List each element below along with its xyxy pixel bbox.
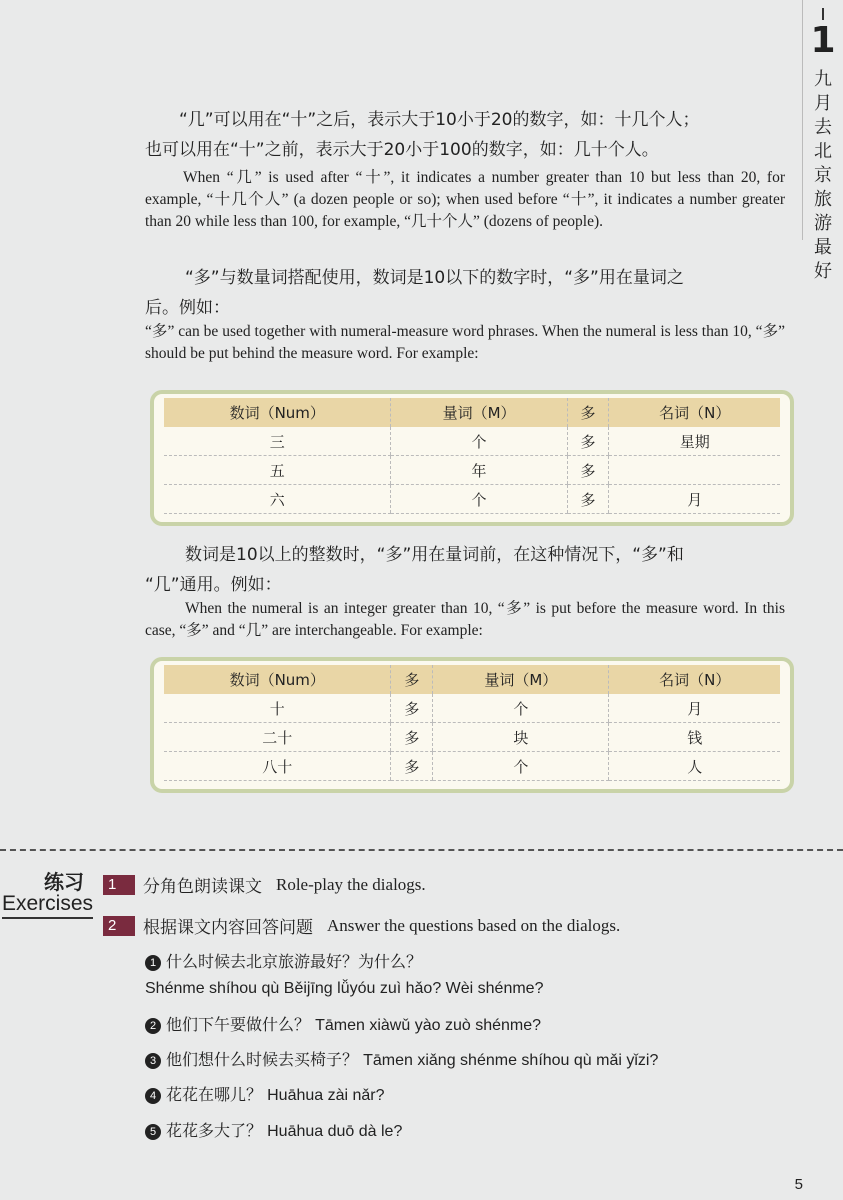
table-cell: 八十	[164, 752, 391, 781]
chapter-title-char: 游	[814, 213, 832, 234]
section3-zh-line2: “几”通用。例如：	[145, 575, 282, 595]
table-cell: 多	[391, 694, 433, 723]
section1-en: When “几” is used after “十”, it indicates a number greater than 10 but less than 20, for example, “十几个人” (a dozen people or so); when used before “十”, it indicates a number greater than 20 while less than 100, for example, “几十个人” (dozens of people).	[145, 169, 785, 230]
task-title-zh: 分角色朗读课文	[143, 877, 262, 897]
question-4	[145, 1084, 385, 1107]
question-zh: 他们下午要做什么？	[166, 1015, 311, 1034]
question-pinyin: Tāmen xiàwǔ yào zuò shénme?	[315, 1017, 542, 1034]
question-pinyin: Shénme shíhou qù Běijīng lǚyóu zuì hǎo? Wèi shénme?	[145, 980, 544, 997]
col-header: 名词（N）	[609, 665, 780, 694]
chapter-title-char: 最	[814, 237, 832, 258]
table-cell: 块	[433, 723, 609, 752]
page-number: 5	[794, 1176, 803, 1193]
exercises-label-en: Exercises	[2, 892, 93, 919]
table-cell: 多	[567, 427, 609, 456]
margin-rule	[802, 0, 803, 240]
table-row	[164, 752, 780, 781]
table-cell: 钱	[609, 723, 780, 752]
chapter-title-char: 好	[814, 261, 832, 282]
table-cell: 星期	[609, 427, 780, 456]
col-header: 数词（Num）	[164, 398, 391, 427]
exercise-task-1	[103, 872, 426, 897]
table-cell: 多	[391, 752, 433, 781]
section-divider	[0, 849, 843, 851]
question-2	[145, 1014, 541, 1037]
table-cell: 个	[391, 485, 567, 514]
question-zh: 花花在哪儿？	[166, 1085, 263, 1104]
table-cell: 五	[164, 456, 391, 485]
exercises-label-zh: 练习	[44, 870, 84, 894]
chapter-title-char: 月	[814, 93, 832, 114]
table-cell: 个	[433, 694, 609, 723]
col-header: 量词（M）	[391, 398, 567, 427]
question-number-icon: 3	[145, 1053, 161, 1069]
col-header: 数词（Num）	[164, 665, 391, 694]
col-header: 多	[391, 665, 433, 694]
question-pinyin: Tāmen xiǎng shénme shíhou qù mǎi yǐzi?	[363, 1052, 659, 1069]
table-cell: 年	[391, 456, 567, 485]
question-number-icon: 5	[145, 1124, 161, 1140]
question-pinyin: Huāhua duō dà le?	[267, 1123, 403, 1140]
section1-zh-line1: “几”可以用在“十”之后，表示大于10小于20的数字，如：十几个人；	[179, 110, 700, 130]
col-header: 量词（M）	[433, 665, 609, 694]
question-number-icon: 1	[145, 955, 161, 971]
task-title-en: Role-play the dialogs.	[276, 874, 426, 894]
table-row	[164, 427, 780, 456]
table-cell: 二十	[164, 723, 391, 752]
section2-zh-line2: 后。例如：	[145, 298, 230, 318]
chapter-tab	[809, 8, 837, 284]
question-pinyin: Huāhua zài nǎr?	[267, 1087, 385, 1104]
col-header: 多	[567, 398, 609, 427]
table-cell: 人	[609, 752, 780, 781]
task-title-en: Answer the questions based on the dialogs.	[327, 915, 621, 935]
table-cell: 多	[567, 456, 609, 485]
chapter-title-char: 北	[814, 141, 832, 162]
section3-zh-line1: 数词是10以上的整数时，“多”用在量词前，在这种情况下，“多”和	[185, 545, 684, 565]
question-zh: 他们想什么时候去买椅子？	[166, 1050, 359, 1069]
col-header: 名词（N）	[609, 398, 780, 427]
table-cell: 个	[391, 427, 567, 456]
chapter-rule	[822, 8, 824, 20]
table-cell: 多	[391, 723, 433, 752]
table-num-duo-m-n	[150, 657, 794, 793]
question-number-icon: 4	[145, 1088, 161, 1104]
question-5	[145, 1120, 402, 1143]
table-header-row	[164, 398, 780, 427]
exercise-task-2	[103, 913, 620, 938]
section2-en: “多” can be used together with numeral-measure word phrases. When the numeral is less than 10, “多” should be put behind the measure word. For example:	[145, 323, 785, 362]
chapter-title	[809, 68, 837, 284]
table-row	[164, 694, 780, 723]
question-3	[145, 1049, 658, 1072]
table-cell: 个	[433, 752, 609, 781]
table-row	[164, 485, 780, 514]
chapter-title-char: 九	[814, 69, 832, 90]
section1-zh-line2: 也可以用在“十”之前，表示大于20小于100的数字，如：几十个人。	[145, 140, 659, 160]
table-row	[164, 456, 780, 485]
table-cell: 月	[609, 485, 780, 514]
section2-zh-line1: “多”与数量词搭配使用，数词是10以下的数字时，“多”用在量词之	[185, 268, 684, 288]
table-cell: 十	[164, 694, 391, 723]
table-cell: 月	[609, 694, 780, 723]
chapter-title-char: 去	[814, 117, 832, 138]
chapter-title-char: 京	[814, 165, 832, 186]
task-number-badge: 2	[103, 916, 135, 936]
table-cell: 多	[567, 485, 609, 514]
table-row	[164, 723, 780, 752]
task-title-zh: 根据课文内容回答问题	[143, 918, 313, 938]
question-1	[145, 951, 543, 1000]
question-number-icon: 2	[145, 1018, 161, 1034]
table-header-row	[164, 665, 780, 694]
table-cell	[609, 456, 780, 485]
task-number-badge: 1	[103, 875, 135, 895]
question-zh: 花花多大了？	[166, 1121, 263, 1140]
question-zh: 什么时候去北京旅游最好？为什么？	[166, 952, 423, 971]
section3-en: When the numeral is an integer greater than 10, “多” is put before the measure word. In this case, “多” and “几” are interchangeable. For example:	[145, 600, 785, 639]
chapter-number: 1	[810, 20, 836, 61]
table-cell: 六	[164, 485, 391, 514]
table-num-m-duo-n	[150, 390, 794, 526]
chapter-title-char: 旅	[814, 189, 832, 210]
table-cell: 三	[164, 427, 391, 456]
